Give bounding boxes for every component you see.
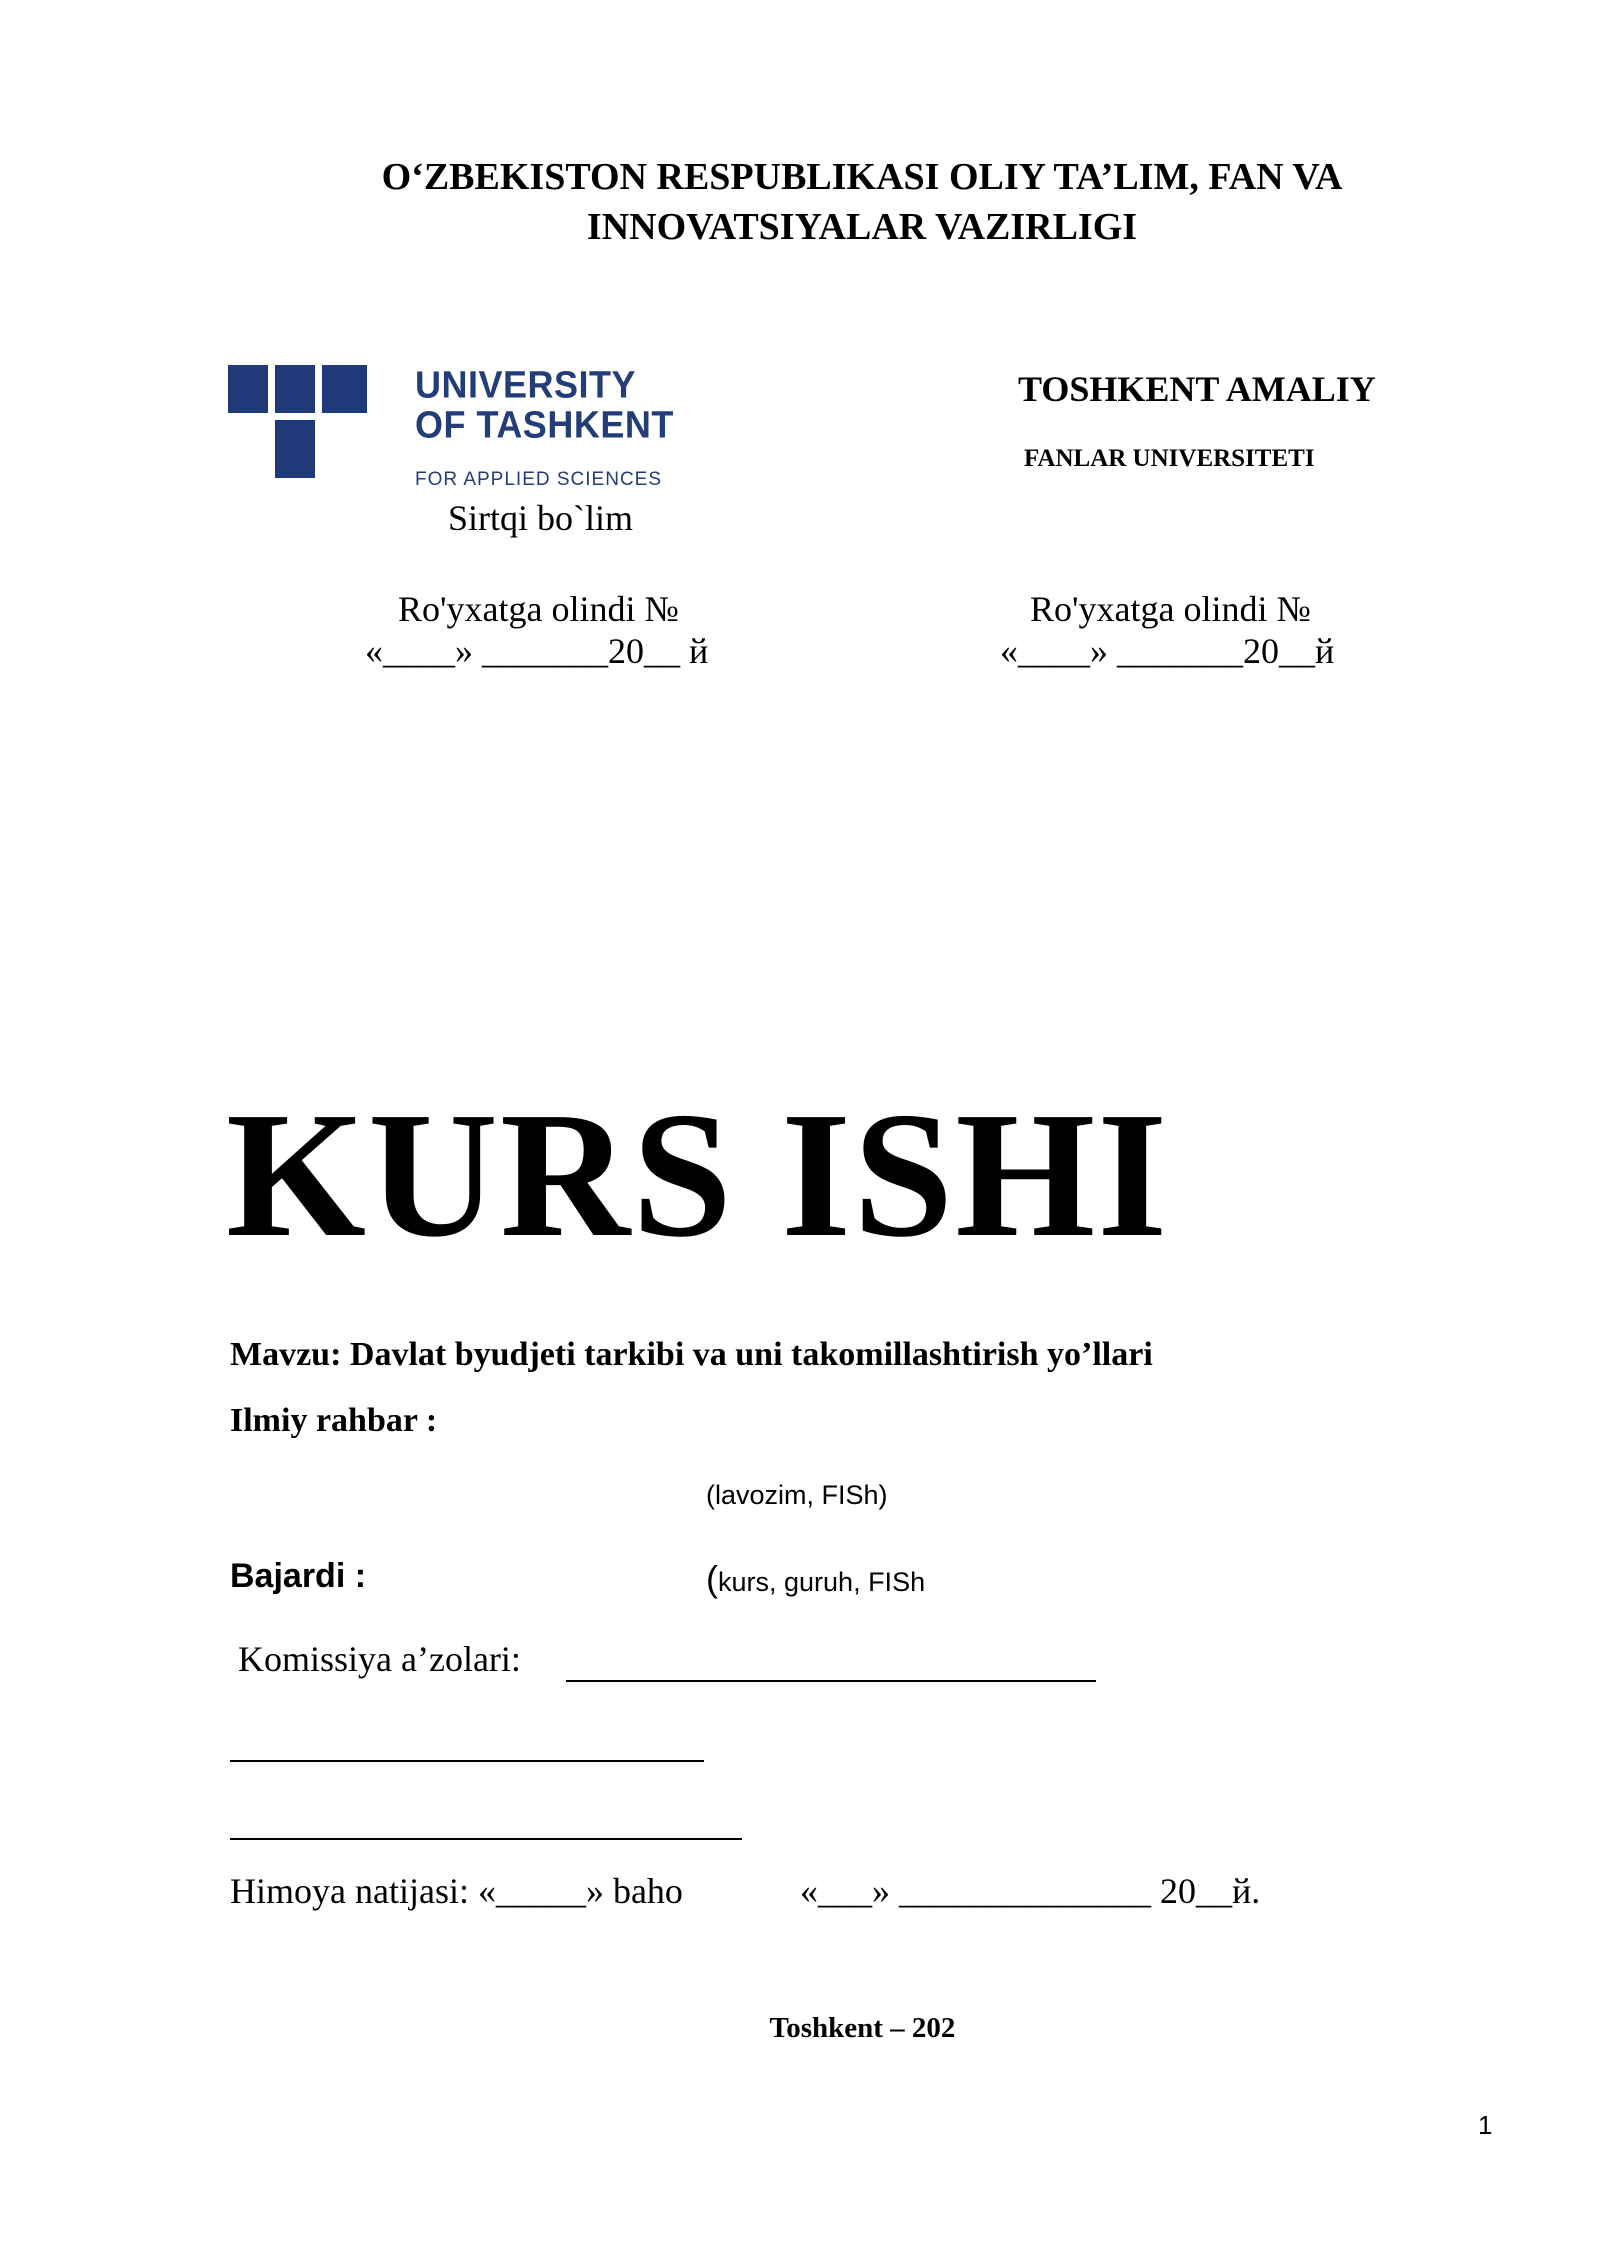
logo-square-4 bbox=[275, 420, 315, 478]
logo-square-2 bbox=[275, 365, 315, 413]
logo-text-applied-sciences: FOR APPLIED SCIENCES bbox=[415, 469, 663, 490]
performer-hint-paren: ( bbox=[706, 1558, 718, 1599]
performer-label: Bajardi : bbox=[230, 1557, 367, 1595]
commission-line-1 bbox=[566, 1680, 1096, 1682]
page-number: 1 bbox=[1478, 2110, 1493, 2140]
footer-city-year: Toshkent – 202 bbox=[769, 2012, 956, 2044]
topic-line: Mavzu: Davlat byudjeti tarkibi va uni takomillashtirish yo’llari bbox=[230, 1336, 1153, 1373]
university-logo bbox=[228, 362, 674, 495]
defense-date: «___» ______________ 20__й. bbox=[800, 1871, 1261, 1911]
registration-left-date: «____» _______20__ й bbox=[365, 631, 709, 671]
registration-right-label: Ro'yxatga olindi № bbox=[1030, 589, 1311, 629]
registration-left-label: Ro'yxatga olindi № bbox=[398, 589, 679, 629]
registration-right-date: «____» _______20__й bbox=[1000, 631, 1335, 671]
logo-square-1 bbox=[228, 365, 268, 413]
university-name-line-1: TOSHKENT AMALIY bbox=[1018, 369, 1376, 409]
ministry-line-1: O‘ZBEKISTON RESPUBLIKASI OLIY TA’LIM, FAN VA bbox=[381, 156, 1343, 198]
ministry-heading bbox=[0, 152, 1600, 252]
performer-hint bbox=[706, 1558, 925, 1600]
commission-line-3 bbox=[230, 1838, 742, 1840]
commission-line-2 bbox=[230, 1760, 704, 1762]
logo-text-of-tashkent: OF TASHKENT bbox=[415, 402, 674, 446]
logo-text-university: UNIVERSITY bbox=[415, 362, 637, 406]
logo-square-3 bbox=[322, 365, 367, 413]
university-name-line-2: FANLAR UNIVERSITETI bbox=[1024, 445, 1315, 472]
performer-hint-text: kurs, guruh, FISh bbox=[718, 1567, 926, 1597]
supervisor-hint: (lavozim, FISh) bbox=[706, 1480, 888, 1510]
ministry-line-2: INNOVATSIYALAR VAZIRLIGI bbox=[586, 206, 1138, 248]
department-label: Sirtqi bo`lim bbox=[448, 498, 634, 538]
defense-result: Himoya natijasi: «_____» baho bbox=[230, 1871, 683, 1911]
document-title: KURS ISHI bbox=[226, 1075, 1170, 1274]
commission-label: Komissiya a’zolari: bbox=[238, 1639, 521, 1679]
supervisor-label: Ilmiy rahbar : bbox=[230, 1402, 438, 1439]
